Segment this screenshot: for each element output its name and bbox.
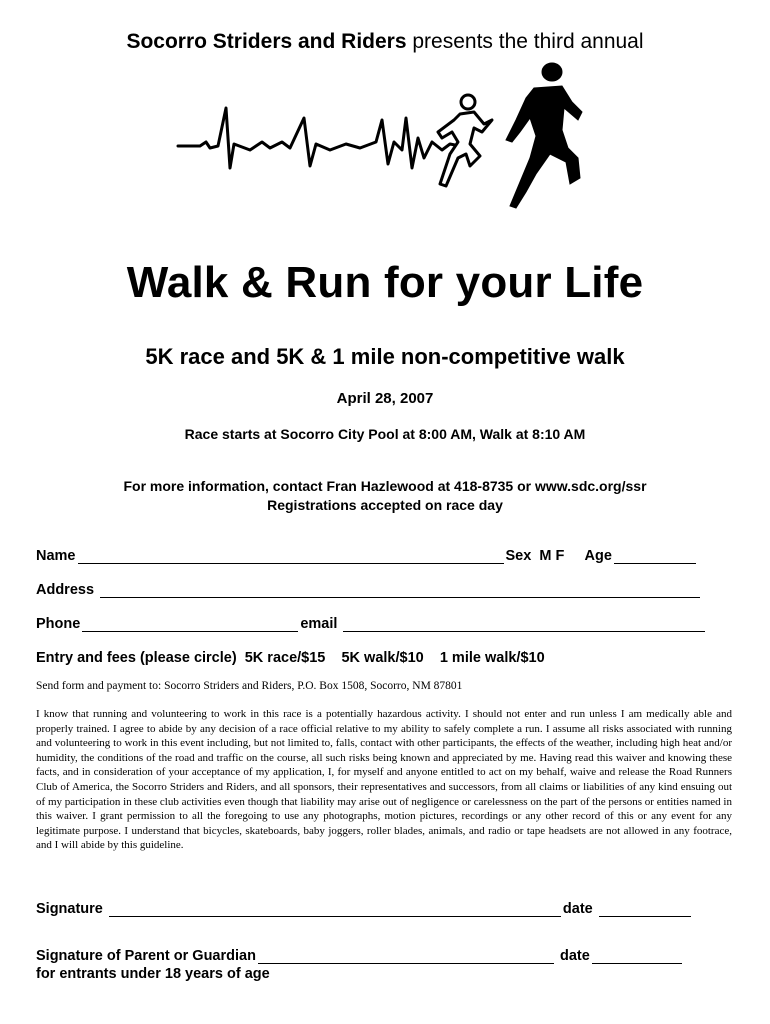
contact-info — [0, 477, 770, 515]
contact-line: For more information, contact Fran Hazlewood at 418-8735 or www.sdc.org/ssr — [123, 478, 647, 494]
fee-option-1-mile-walk[interactable]: 1 mile walk/$10 — [439, 650, 545, 666]
fee-option-5k-race[interactable]: 5K race/$15 — [244, 650, 326, 666]
event-date: April 28, 2007 — [336, 390, 434, 407]
parent-date-label: date — [559, 948, 590, 964]
sex-label: Sex M F — [505, 548, 565, 564]
address-label: Address — [36, 582, 95, 598]
name-label: Name — [36, 548, 76, 564]
runner-silhouette-icon — [506, 63, 582, 208]
address-field[interactable] — [100, 583, 700, 598]
presents-line — [0, 30, 770, 54]
signature-field[interactable] — [109, 902, 561, 917]
age-label: Age — [584, 548, 612, 564]
signature-date-field[interactable] — [599, 902, 691, 917]
registration-note: Registrations accepted on race day — [267, 497, 503, 513]
signature-date-label: date — [562, 901, 593, 917]
organization-name: Socorro Striders and Riders — [126, 30, 407, 53]
fees-row — [36, 650, 545, 666]
start-info: Race starts at Socorro City Pool at 8:00 AM, Walk at 8:10 AM — [184, 426, 586, 442]
signature-label: Signature — [36, 901, 103, 917]
heartbeat-line-icon — [178, 108, 468, 168]
parent-signature-row — [36, 948, 684, 964]
address-row — [36, 582, 702, 598]
name-row — [36, 548, 698, 564]
phone-email-row — [36, 616, 707, 632]
presents-text: presents the third annual — [406, 30, 644, 53]
age-field[interactable] — [614, 549, 696, 564]
parent-signature-field[interactable] — [258, 949, 554, 964]
event-subtitle: 5K race and 5K & 1 mile non-competitive walk — [145, 344, 625, 369]
parent-date-field[interactable] — [592, 949, 682, 964]
email-field[interactable] — [343, 617, 705, 632]
heartbeat-runners-illustration — [170, 58, 590, 218]
liability-waiver: I know that running and volunteering to work in this race is a potentially hazardous activity. I should not enter and run unless I am medically able and properly trained. I agree to abide by any decision of a race official relative to my ability to safely complete a run. I assume all risks associated with running and volunteering to work in this event including, but not limited to, falls, contact with other participants, the effects of the weather, including high heat and/or humidity, the conditions of the road and traffic on the course, all such risks being known and appreciated by me. Having read this waiver and knowing these facts, and in consideration of your acceptance of my application, I, for myself and anyone entitled to act on my behalf, waive and release the Road Runners Club of America, the Socorro Striders and Riders, and all sponsors, their representatives and successors, from all claims or liabilities of any kind ensuing out of my participation in these club activities even though that liability may arise out of negligence or carelessness on the part of the persons or entities named in this waiver. I grant permission to all the foregoing to use any photographs, motion pictures, recordings or any other record of this or any event for any legitimate purpose. I understand that bicycles, skateboards, baby joggers, roller blades, animals, and radio or tape headsets are not allowed in any footrace, and I will abide by this guideline. — [36, 708, 732, 852]
send-payment-address: Send form and payment to: Socorro Striders and Riders, P.O. Box 1508, Socorro, NM 87801 — [36, 680, 463, 692]
fee-option-5k-walk[interactable]: 5K walk/$10 — [341, 650, 424, 666]
name-field[interactable] — [78, 549, 504, 564]
runner-outline-icon — [438, 95, 492, 186]
fees-label: Entry and fees (please circle) — [36, 650, 237, 666]
signature-row — [36, 901, 693, 917]
parent-signature-label: Signature of Parent or Guardian — [36, 948, 256, 964]
email-label: email — [300, 616, 338, 632]
phone-field[interactable] — [82, 617, 298, 632]
minor-note: for entrants under 18 years of age — [36, 966, 270, 982]
phone-label: Phone — [36, 616, 81, 632]
page-title: Walk & Run for your Life — [126, 258, 644, 307]
